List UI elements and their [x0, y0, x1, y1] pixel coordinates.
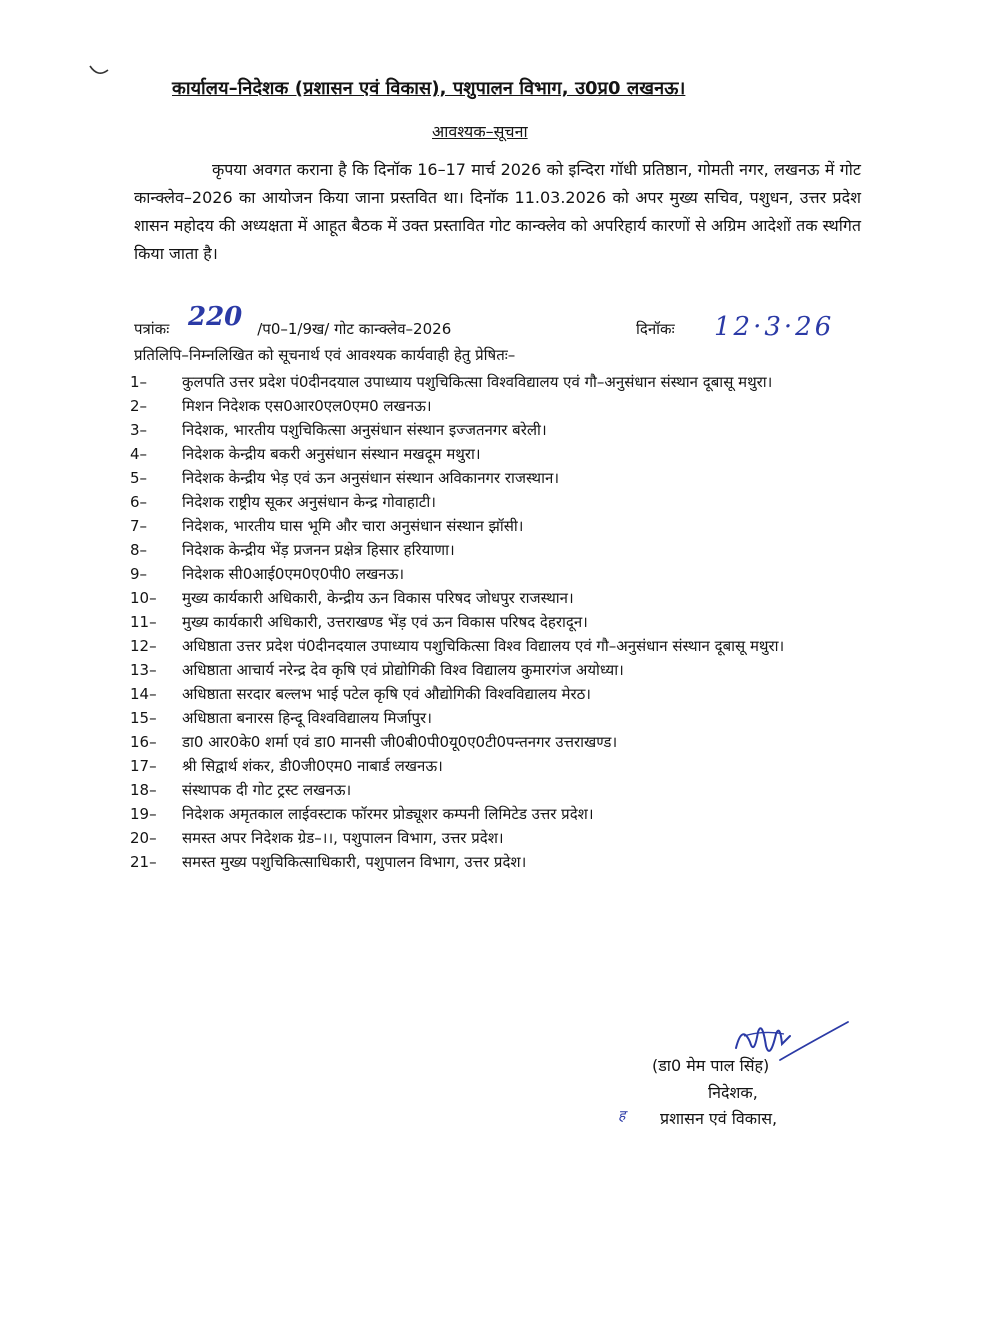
list-item — [130, 442, 870, 466]
list-item — [130, 562, 870, 586]
list-item-text: अधिष्ठाता सरदार बल्लभ भाई पटेल कृषि एवं औद्योगिकी विश्वविद्यालय मेरठ। — [182, 685, 591, 703]
reference-suffix: /प0–1/9ख/ गोट कान्क्लेव–2026 — [257, 320, 452, 338]
list-item-number: 12– — [130, 637, 157, 655]
list-item-number: 18– — [130, 781, 157, 799]
list-item — [130, 610, 870, 634]
list-item — [130, 658, 870, 682]
list-item — [130, 490, 870, 514]
list-item-number: 13– — [130, 661, 157, 679]
list-item-text: निदेशक अमृतकाल लाईवस्टाक फॉरमर प्रोड्यूशर कम्पनी लिमिटेड उत्तर प्रदेश। — [182, 805, 594, 823]
list-item-text: श्री सिद्वार्थ शंकर, डी0जी0एम0 नाबार्ड लखनऊ। — [182, 757, 443, 775]
signatory-title: निदेशक, — [708, 1083, 758, 1102]
list-item-text: निदेशक, भारतीय पशुचिकित्सा अनुसंधान संस्थान इज्जतनगर बरेली। — [182, 421, 547, 439]
initial-mark: ह — [618, 1108, 626, 1124]
list-item-text: अधिष्ठाता आचार्य नरेन्द्र देव कृषि एवं प्रोद्योगिकी विश्व विद्यालय कुमारगंज अयोध्या। — [182, 661, 624, 679]
copy-heading: प्रतिलिपि–निम्नलिखित को सूचनार्थ एवं आवश्यक कार्यवाही हेतु प्रेषितः– — [134, 346, 516, 364]
list-item-text: निदेशक, भारतीय घास भूमि और चारा अनुसंधान संस्थान झॉसी। — [182, 517, 524, 535]
list-item-text: समस्त अपर निदेशक ग्रेड–।।, पशुपालन विभाग, उत्तर प्रदेश। — [182, 829, 504, 847]
list-item-text: निदेशक केन्द्रीय भेंड़ प्रजनन प्रक्षेत्र हिसार हरियाणा। — [182, 541, 455, 559]
list-item-text: मुख्य कार्यकारी अधिकारी, उत्तराखण्ड भेंड़ एवं ऊन विकास परिषद देहरादून। — [182, 613, 588, 631]
list-item-number: 17– — [130, 757, 157, 775]
list-item-number: 20– — [130, 829, 157, 847]
list-item-number: 8– — [130, 541, 148, 559]
list-item-number: 3– — [130, 421, 148, 439]
list-item-number: 19– — [130, 805, 157, 823]
list-item — [130, 730, 870, 754]
list-item — [130, 826, 870, 850]
corner-mark-icon — [86, 62, 112, 80]
list-item-text: संस्थापक दी गोट ट्रस्ट लखनऊ। — [182, 781, 352, 799]
signatory-department: प्रशासन एवं विकास, — [660, 1109, 778, 1128]
list-item-number: 5– — [130, 469, 148, 487]
list-item-number: 16– — [130, 733, 157, 751]
list-item — [130, 394, 870, 418]
list-item-text: निदेशक केन्द्रीय बकरी अनुसंधान संस्थान मखदूम मथुरा। — [182, 445, 481, 463]
list-item — [130, 466, 870, 490]
list-item-text: अधिष्ठाता उत्तर प्रदेश पं0दीनदयाल उपाध्याय पशुचिकित्सा विश्व विद्यालय एवं गौ–अनुसंधान संस्थान दूबासू मथुरा। — [182, 637, 785, 655]
list-item — [130, 682, 870, 706]
list-item — [130, 802, 870, 826]
notice-title: आवश्यक–सूचना — [432, 122, 528, 141]
list-item-text: मिशन निदेशक एस0आर0एल0एम0 लखनऊ। — [182, 397, 432, 415]
list-item-number: 1– — [130, 373, 148, 391]
reference-line — [134, 319, 451, 339]
reference-label: पत्रांकः — [134, 320, 170, 338]
list-item-text: कुलपति उत्तर प्रदेश पं0दीनदयाल उपाध्याय पशुचिकित्सा विश्वविद्यालय एवं गौ–अनुसंधान संस्थान दूबासू मथुरा। — [182, 373, 773, 391]
list-item-text: निदेशक केन्द्रीय भेड़ एवं ऊन अनुसंधान संस्थान अविकानगर राजस्थान। — [182, 469, 560, 487]
list-item — [130, 778, 870, 802]
date-label: दिनॉकः — [636, 320, 675, 338]
list-item — [130, 538, 870, 562]
list-item-number: 14– — [130, 685, 157, 703]
notice-paragraph: कृपया अवगत कराना है कि दिनॉक 16–17 मार्च 2026 को इन्दिरा गॉधी प्रतिष्ठान, गोमती नगर, लखनऊ में गोट कान्क्लेव–2026 का आयोजन किया जाना प्रस्तवित था। दिनॉक 11.03.2026 को अपर मुख्य सचिव, पशुधन, उत्तर प्रदेश शासन महोदय की अध्यक्षता में आहूत बैठक में उक्त प्रस्तावित गोट कान्क्लेव को अपरिहार्य कारणों से अग्रिम आदेशों तक स्थगित किया जाता है। — [134, 160, 861, 263]
list-item — [130, 514, 870, 538]
list-item-number: 11– — [130, 613, 157, 631]
list-item-text: अधिष्ठाता बनारस हिन्दू विश्वविद्यालय मिर्जापुर। — [182, 709, 432, 727]
list-item-number: 21– — [130, 853, 157, 871]
list-item-number: 15– — [130, 709, 157, 727]
list-item-text: निदेशक राष्ट्रीय सूकर अनुसंधान केन्द्र गोवाहाटी। — [182, 493, 436, 511]
list-item-text: निदेशक सी0आई0एम0ए0पी0 लखनऊ। — [182, 565, 405, 583]
list-item-number: 7– — [130, 517, 148, 535]
list-item — [130, 418, 870, 442]
list-item-text: डा0 आर0के0 शर्मा एवं डा0 मानसी जी0बी0पी0यू0ए0टी0पन्तनगर उत्तराखण्ड। — [182, 733, 618, 751]
list-item-number: 4– — [130, 445, 148, 463]
list-item — [130, 586, 870, 610]
list-item — [130, 850, 870, 874]
date-handwritten: 12·3·26 — [714, 312, 835, 342]
list-item — [130, 706, 870, 730]
list-item — [130, 634, 870, 658]
list-item-number: 10– — [130, 589, 157, 607]
list-item-text: समस्त मुख्य पशुचिकित्साधिकारी, पशुपालन विभाग, उत्तर प्रदेश। — [182, 853, 527, 871]
office-heading: कार्यालय–निदेशक (प्रशासन एवं विकास), पशुपालन विभाग, उ0प्र0 लखनऊ। — [172, 78, 686, 99]
distribution-list — [130, 370, 870, 874]
list-item-number: 9– — [130, 565, 148, 583]
list-item-number: 2– — [130, 397, 148, 415]
signatory-name: (डा0 मेम पाल सिंह) — [652, 1056, 770, 1075]
reference-number-handwritten: 220 — [188, 302, 243, 332]
list-item — [130, 370, 870, 394]
list-item-text: मुख्य कार्यकारी अधिकारी, केन्द्रीय ऊन विकास परिषद जोधपुर राजस्थान। — [182, 589, 574, 607]
list-item — [130, 754, 870, 778]
list-item-number: 6– — [130, 493, 148, 511]
